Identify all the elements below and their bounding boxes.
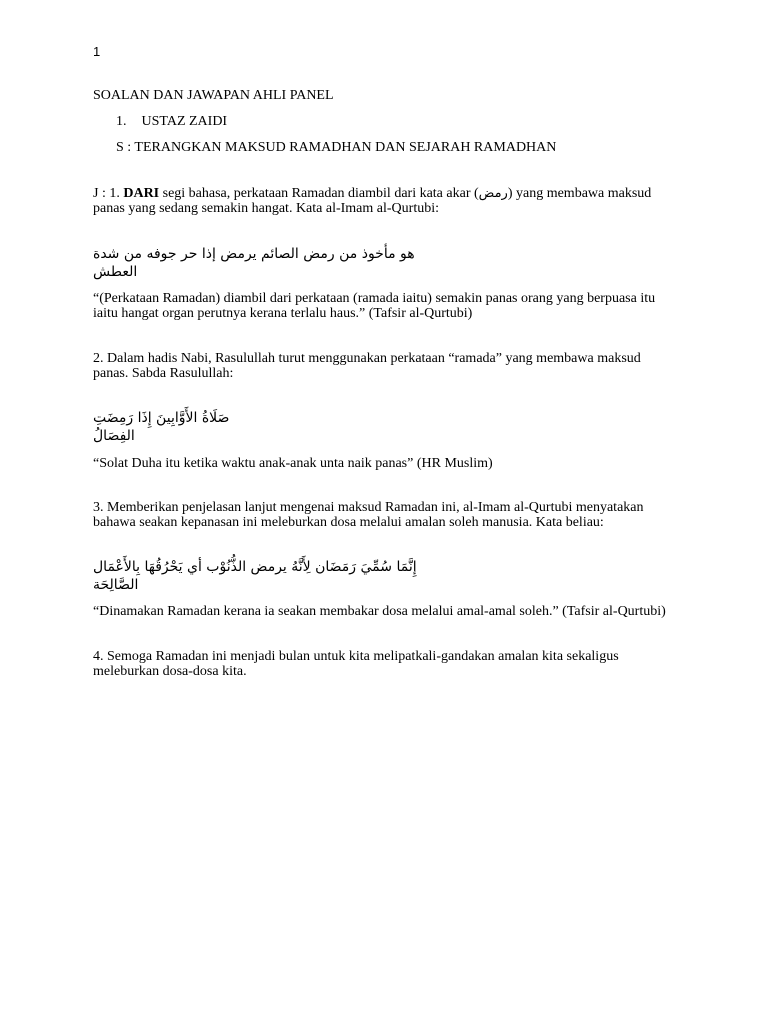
panel-list-item [116,114,227,129]
translation-1-line-2: iaitu hangat organ perutnya kerana terlalu haus.” (Tafsir al-Qurtubi) [93,306,473,321]
point-4-line-2: meleburkan dosa-dosa kita. [93,664,247,679]
translation-3: “Dinamakan Ramadan kerana ia seakan membakar dosa melalui amal-amal soleh.” (Tafsir al-Qurtubi) [93,604,666,619]
answer-1-bold-word: DARI [123,186,160,201]
answer-1-line-1 [93,186,678,201]
arabic-root-word: رمض [478,186,508,201]
point-2-paragraph [93,351,678,381]
answer-1-prefix: J : 1. [93,186,124,201]
answer-1-text-end: ) yang membawa maksud [507,186,652,201]
point-3-line-1: 3. Memberikan penjelasan lanjut mengenai maksud Ramadan ini, al-Imam al-Qurtubi menyatakan [93,500,644,515]
document-title: SOALAN DAN JAWAPAN AHLI PANEL [93,88,334,103]
translation-1-line-1: “(Perkataan Ramadan) diambil dari perkataan (ramada iaitu) semakin panas orang yang berpuasa itu [93,291,656,306]
point-3-line-2: bahawa seakan kepanasan ini meleburkan dosa melalui amalan soleh manusia. Kata beliau: [93,515,604,530]
answer-1-text: segi bahasa, perkataan Ramadan diambil dari kata akar ( [159,186,479,201]
point-4-line-1: 4. Semoga Ramadan ini menjadi bulan untuk kita melipatkali-gandakan amalan kita sekaligus [93,649,619,664]
arabic-hadith: صَلَاةُ الأَوَّابِينَ إِذَا رَمِضَتِ الفِصَالُ [93,410,230,444]
arabic-quote-1: هو مأخوذ من رمض الصائم يرمض إذا حر جوفه من شدة العطش [93,246,415,280]
translation-paragraph-1 [93,291,678,321]
panel-item-name: USTAZ ZAIDI [141,114,228,129]
point-3-paragraph [93,500,678,530]
point-2-line-2: panas. Sabda Rasulullah: [93,366,234,381]
question-text: S : TERANGKAN MAKSUD RAMADHAN DAN SEJARAH RAMADHAN [116,140,557,155]
point-4-paragraph [93,649,678,679]
answer-paragraph-1 [93,186,678,216]
arabic-quote-3: إِنَّمَا سُمِّيَ رَمَضَان لِأَنَّهُ يرمض الذُّنُوْب أي يَحْرُقُهَا بِالأَعْمَال الصَّالِحَة [93,559,417,593]
answer-1-line-2: panas yang sedang semakin hangat. Kata al-Imam al-Qurtubi: [93,201,439,216]
page-number: 1 [93,44,101,59]
translation-2: “Solat Duha itu ketika waktu anak-anak unta naik panas” (HR Muslim) [93,456,493,471]
panel-item-number: 1. [116,114,127,129]
point-2-line-1: 2. Dalam hadis Nabi, Rasulullah turut menggunakan perkataan “ramada” yang membawa maksud [93,351,641,366]
